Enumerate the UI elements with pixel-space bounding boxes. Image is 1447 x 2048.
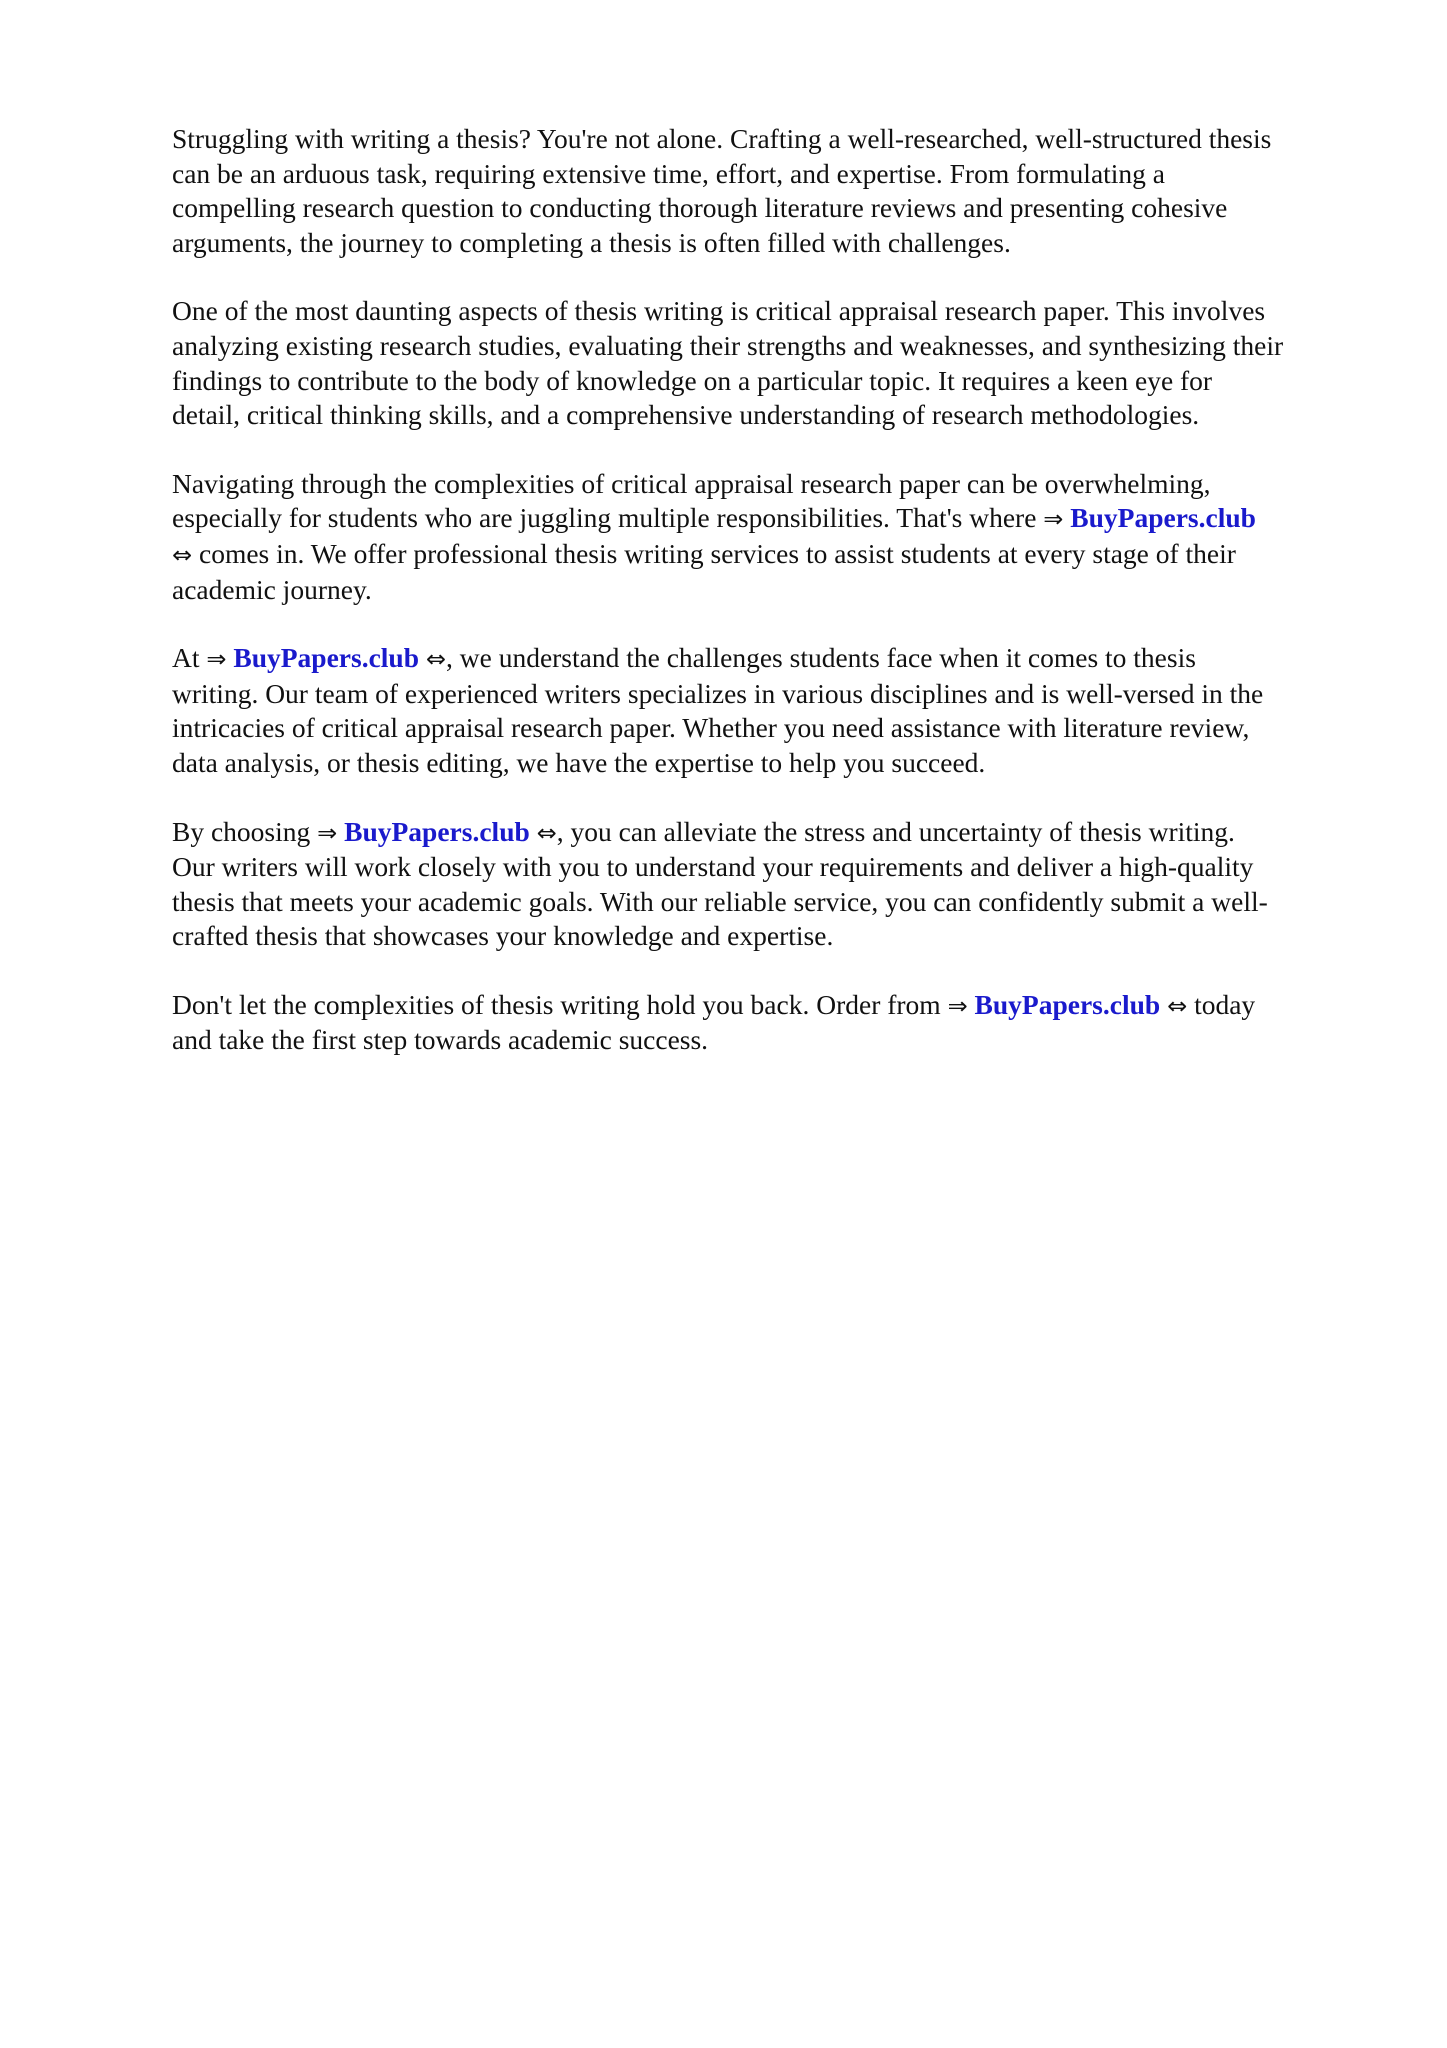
text-span: One of the most daunting aspects of thesis writing is critical appraisal research paper. This involves [172,295,1266,327]
text-span: data analysis, or thesis editing, we have the expertise to help you succeed. [172,746,986,778]
paragraph [172,641,1392,780]
text-span: especially for students who are juggling multiple responsibilities. That's where [172,502,1044,534]
left-right-double-arrow-icon: ⇔ [1167,991,1188,1020]
paragraph [172,815,1392,954]
text-span: , we understand the challenges students face when it comes to thesis [446,642,1196,674]
text-span [968,989,975,1020]
text-line [172,850,1392,885]
text-line [172,467,1392,502]
text-span: and take the first step towards academic success. [172,1024,709,1056]
text-line [172,226,1392,261]
text-span: Our writers will work closely with you to understand your requirements and deliver a high-quality [172,851,1254,883]
text-line [172,294,1392,329]
text-line [172,398,1392,433]
right-double-arrow-icon: ⇒ [947,991,968,1020]
text-span: compelling research question to conducting thorough literature reviews and presenting cohesive [172,192,1228,224]
text-line [172,711,1392,746]
text-span: At [172,642,207,674]
text-span: Don't let the complexities of thesis writing hold you back. Order from [172,988,948,1020]
left-right-double-arrow-icon: ⇔ [425,645,446,674]
text-line [172,191,1392,226]
text-line [172,641,1392,677]
text-line [172,329,1392,364]
text-span [530,816,537,847]
buypapers-link[interactable]: BuyPapers.club [974,988,1161,1020]
text-span: analyzing existing research studies, evaluating their strengths and weaknesses, and synthesizing their [172,329,1284,361]
left-right-double-arrow-icon: ⇔ [536,818,557,847]
paragraph [172,294,1392,432]
right-double-arrow-icon: ⇒ [1043,505,1064,534]
text-span: detail, critical thinking skills, and a comprehensive understanding of research methodologies. [172,399,1200,431]
text-line [172,885,1392,920]
text-line [172,573,1392,608]
text-span: arguments, the journey to completing a thesis is often filled with challenges. [172,226,1011,258]
paragraph [172,122,1392,260]
text-line [172,501,1392,537]
buypapers-link[interactable]: BuyPapers.club [1070,502,1256,534]
document-body [172,122,1392,1092]
text-line [172,988,1392,1024]
text-line [172,677,1392,712]
text-span: comes in. We offer professional thesis writing services to assist students at every stage of their [192,537,1236,569]
text-span: crafted thesis that showcases your knowledge and expertise. [172,920,834,952]
text-line [172,122,1392,157]
text-span: Navigating through the complexities of critical appraisal research paper can be overwhelming, [172,467,1211,499]
text-line [172,815,1392,851]
text-span: today [1187,988,1256,1020]
text-line [172,1023,1392,1058]
paragraph [172,988,1392,1058]
text-span: academic journey. [172,573,372,605]
buypapers-link[interactable]: BuyPapers.club [344,815,530,847]
text-span: can be an arduous task, requiring extensive time, effort, and expertise. From formulating a [172,157,1166,189]
text-line [172,537,1392,573]
right-double-arrow-icon: ⇒ [317,818,338,847]
text-span [419,642,426,673]
text-span: By choosing [172,815,318,847]
right-double-arrow-icon: ⇒ [206,645,227,674]
text-line [172,364,1392,399]
text-span: intricacies of critical appraisal research paper. Whether you need assistance with literature review, [172,712,1250,744]
text-span: Struggling with writing a thesis? You're not alone. Crafting a well-researched, well-structured thesis [172,123,1272,154]
text-span: , you can alleviate the stress and uncertainty of thesis writing. [556,815,1235,847]
paragraph [172,467,1392,607]
text-line [172,157,1392,192]
left-right-double-arrow-icon: ⇔ [172,540,193,569]
text-span: thesis that meets your academic goals. With our reliable service, you can confidently submit a well- [172,885,1268,917]
text-line [172,746,1392,781]
text-span: writing. Our team of experienced writers specializes in various disciplines and is well-versed in the [172,677,1264,709]
buypapers-link[interactable]: BuyPapers.club [233,642,420,674]
text-span: findings to contribute to the body of knowledge on a particular topic. It requires a keen eye for [172,364,1213,396]
text-line [172,919,1392,954]
